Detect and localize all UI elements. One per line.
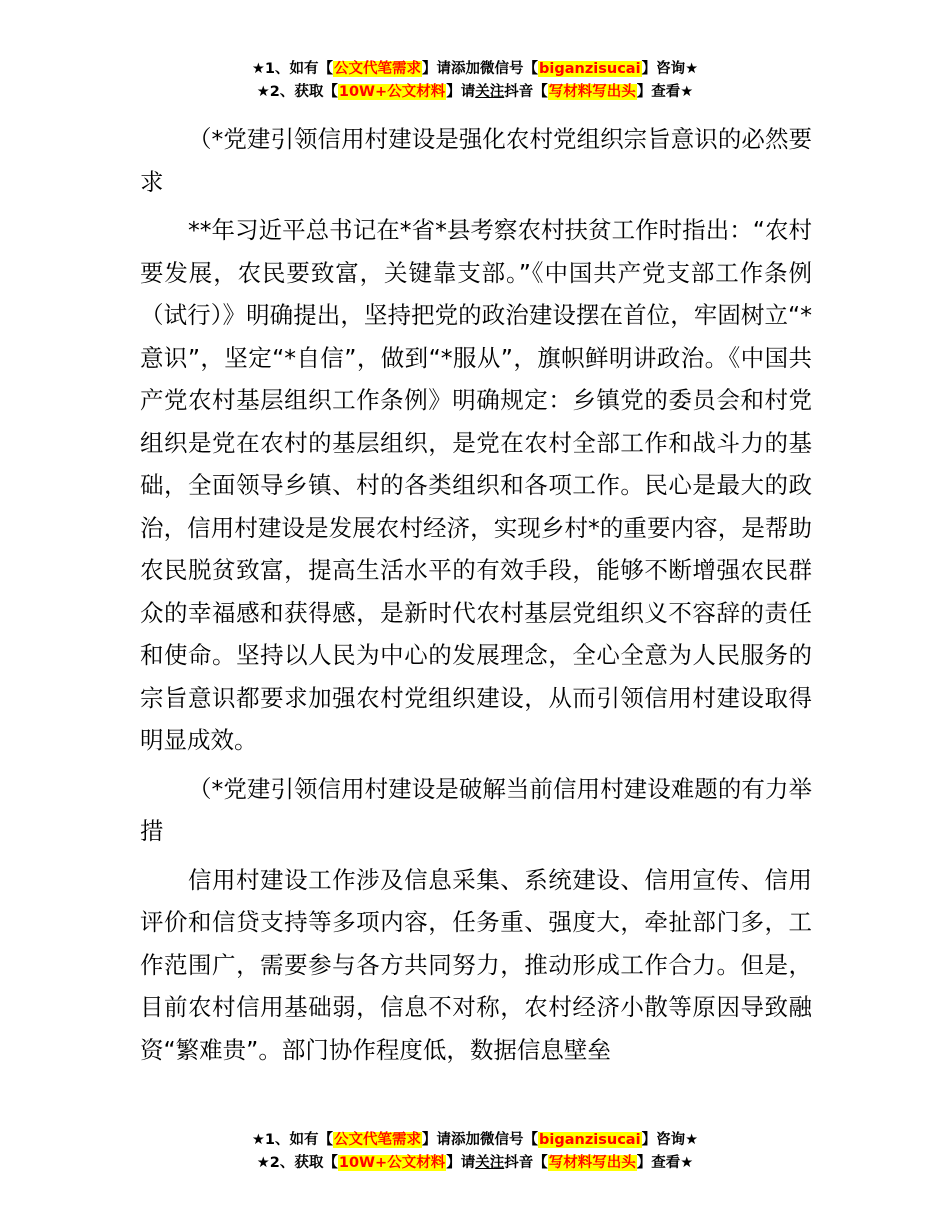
promo-text: 微信号【 [480, 1132, 539, 1148]
promo-text: ★1、如有【 [251, 1132, 334, 1148]
promo-line-1 [0, 58, 950, 81]
promo-highlight: 10W+公文材料 [338, 84, 446, 100]
section-heading: （*党建引领信用村建设是强化农村党组织宗旨意识的必然要求 [140, 125, 812, 196]
body-paragraph: 信用村建设工作涉及信息采集、系统建设、信用宣传、信用评价和信贷支持等多项内容，任务重、强度大，牵扯部门多，工作范围广，需要参与各方共同努力，推动形成工作合力。但是，目前农村信用基础弱，信息不对称，农村经济小散等原因导致融资“繁难贵”。部门协作程度低，数据信息壁垒 [140, 865, 812, 1064]
promo-line-1 [0, 1129, 950, 1152]
promo-banner-bottom [0, 1129, 950, 1175]
promo-text: 微信号【 [480, 61, 539, 77]
promo-line-2 [0, 1152, 950, 1175]
promo-text: 】咨询★ [641, 1132, 699, 1148]
promo-text: ★2、获取【 [256, 84, 338, 100]
promo-emphasis: 关注 [475, 84, 505, 100]
promo-text: ★2、获取【 [256, 1155, 338, 1171]
promo-emphasis: 添加 [451, 1132, 481, 1148]
douyin-id-highlight: 写材料写出头 [548, 1155, 636, 1171]
promo-text: 抖音【 [504, 1155, 548, 1171]
promo-emphasis: 关注 [475, 1155, 505, 1171]
promo-text: 抖音【 [504, 84, 548, 100]
promo-text: 】请 [422, 1132, 452, 1148]
wechat-id-highlight: biganzisucai [539, 1132, 641, 1148]
promo-text: 】查看★ [636, 84, 694, 100]
wechat-id-highlight: biganzisucai [539, 61, 641, 77]
promo-highlight: 公文代笔需求 [334, 1132, 422, 1148]
promo-emphasis: 添加 [451, 61, 481, 77]
promo-text: 】请 [446, 84, 476, 100]
promo-text: ★1、如有【 [251, 61, 334, 77]
document-body [140, 118, 812, 1077]
promo-highlight: 10W+公文材料 [338, 1155, 446, 1171]
promo-text: 】请 [446, 1155, 476, 1171]
douyin-id-highlight: 写材料写出头 [548, 84, 636, 100]
promo-text: 】咨询★ [641, 61, 699, 77]
promo-line-2 [0, 81, 950, 104]
body-paragraph: **年习近平总书记在*省*县考察农村扶贫工作时指出：“农村要发展，农民要致富，关键靠支部。”《中国共产党支部工作条例（试行）》明确提出，坚持把党的政治建设摆在首位，牢固树立“*意识”，坚定“*自信”，做到“*服从”，旗帜鲜明讲政治。《中国共产党农村基层组织工作条例》明确规定：乡镇党的委员会和村党组织是党在农村的基层组织，是党在农村全部工作和战斗力的基础，全面领导乡镇、村的各类组织和各项工作。民心是最大的政治，信用村建设是发展农村经济，实现乡村*的重要内容，是帮助农民脱贫致富，提高生活水平的有效手段，能够不断增强农民群众的幸福感和获得感，是新时代农村基层党组织义不容辞的责任和使命。坚持以人民为中心的发展理念，全心全意为人民服务的宗旨意识都要求加强农村党组织建设，从而引领信用村建设取得明显成效。 [140, 216, 812, 754]
promo-banner-top [0, 58, 950, 104]
section-heading: （*党建引领信用村建设是破解当前信用村建设难题的有力举措 [140, 774, 812, 845]
promo-highlight: 公文代笔需求 [334, 61, 422, 77]
promo-text: 】请 [422, 61, 452, 77]
promo-text: 】查看★ [636, 1155, 694, 1171]
